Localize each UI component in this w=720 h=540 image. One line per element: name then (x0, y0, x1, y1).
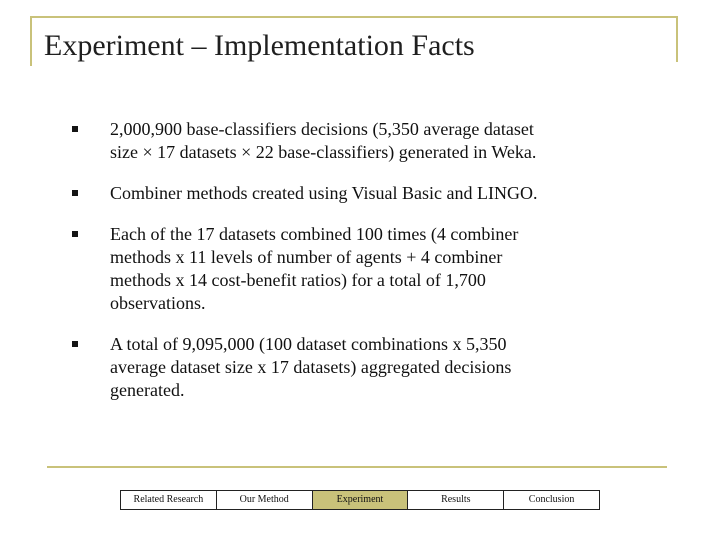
bullet-line: observations. (110, 293, 206, 313)
bullet-line: 2,000,900 base-classifiers decisions (5,350 average dataset (110, 119, 534, 139)
nav-item-our-method[interactable]: Our Method (217, 491, 313, 509)
nav-item-results[interactable]: Results (408, 491, 504, 509)
bullet-item (72, 182, 652, 205)
bullet-item (72, 333, 652, 402)
title-frame-top-border (30, 16, 678, 18)
square-bullet-icon (72, 341, 78, 347)
bullet-line: Each of the 17 datasets combined 100 times (4 combiner (110, 224, 519, 244)
section-navigation-bar (120, 490, 600, 510)
bullet-item (72, 118, 652, 164)
bullet-item (72, 223, 652, 315)
nav-item-related-research[interactable]: Related Research (121, 491, 217, 509)
bullet-line: generated. (110, 380, 185, 400)
footer-divider (47, 466, 667, 468)
nav-item-conclusion[interactable]: Conclusion (528, 494, 575, 505)
bullet-list (72, 118, 652, 402)
nav-item-experiment[interactable]: Experiment (313, 491, 409, 509)
bullet-line: methods x 11 levels of number of agents + 4 combiner (110, 247, 503, 267)
square-bullet-icon (72, 190, 78, 196)
bullet-line: average dataset size x 17 datasets) aggregated decisions (110, 357, 512, 377)
square-bullet-icon (72, 231, 78, 237)
square-bullet-icon (72, 126, 78, 132)
title-frame-right-border (676, 16, 678, 62)
bullet-line: Combiner methods created using Visual Basic and LINGO. (110, 183, 538, 203)
bullet-line: methods x 14 cost-benefit ratios) for a total of 1,700 (110, 270, 486, 290)
slide-title: Experiment – Implementation Facts (44, 29, 475, 62)
title-frame-left-border (30, 16, 32, 66)
bullet-line: size × 17 datasets × 22 base-classifiers) generated in Weka. (110, 142, 537, 162)
bullet-line: A total of 9,095,000 (100 dataset combinations x 5,350 (110, 334, 507, 354)
